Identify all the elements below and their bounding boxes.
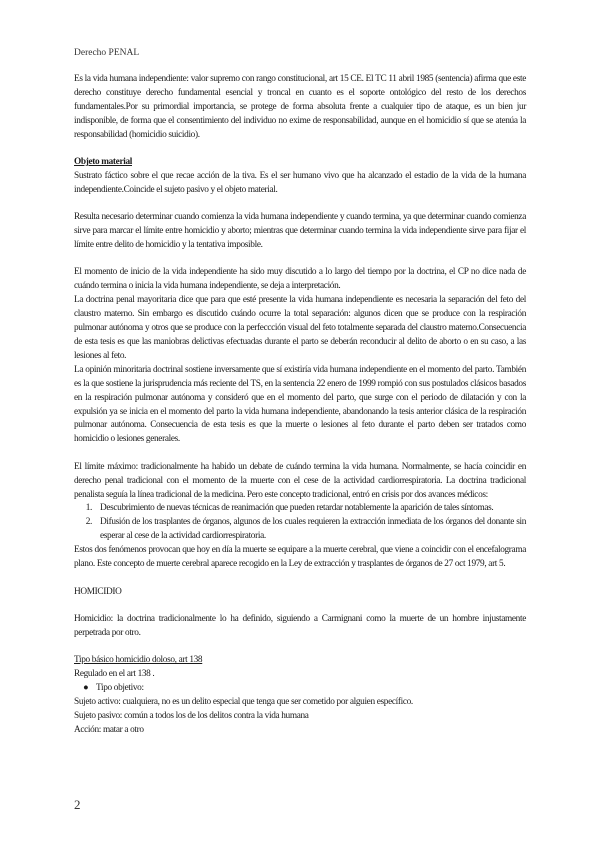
paragraph-intro: Es la vida humana independiente: valor supremo con rango constitucional, art 15 CE. El TC 11 abril 1985 (sentencia) afirma que este derecho constituye derecho fundamental esencial y troncal en cuanto es el soporte ontológico del resto de los derechos fundamentales.Por su primordial importancia, se protege de forma absoluta frente a cualquier tipo de ataque, es un bien jur indisponible, de forma que el consentimiento del individuo no exime de responsabilidad, aunque en el homicidio sí que se atenúa la responsabilidad (homicidio suicidio). xyxy=(74,74,526,140)
paragraph-limits: Resulta necesario determinar cuando comienza la vida humana independiente y cuando termina, ya que determinar cuando comienza sirve para marcar el límite entre homicidio y aborto; mientras que determinar cuando termina la vida independiente sirve para fijar el límite entre delito de homicidio y la tentativa imposible. xyxy=(74,212,526,251)
bullet-list xyxy=(74,682,526,696)
document-body xyxy=(74,73,526,738)
bullet-icon: ● xyxy=(83,683,89,694)
sujeto-pasivo-line: Sujeto pasivo: común a todos los de los delitos contra la vida humana xyxy=(74,710,309,721)
subheading-tipo-basico: Tipo básico homicidio doloso, art 138 xyxy=(74,655,203,666)
list-item: 2. Difusión de los trasplantes de órganos, algunos de los cuales requieren la extracción inmediata de los órganos del donante sin esperar al cese de la actividad cardiorrespiratoria. xyxy=(94,516,526,544)
numbered-list xyxy=(74,502,526,544)
paragraph-limite-maximo: El límite máximo: tradicionalmente ha habido un debate de cuándo termina la vida humana. Normalmente, se hacía coincidir en derecho penal tradicional con el momento de la muerte con el cese de la actividad cardiorrespiratoria. La doctrina tradicional penalista seguía la línea tradicional de la medicina. Pero este concepto tradicional, entró en crisis por dos avances médicos: xyxy=(74,461,526,500)
page-number: 2 xyxy=(74,797,81,812)
bullet-text: Tipo objetivo: xyxy=(96,683,144,694)
page-header: Derecho PENAL xyxy=(74,48,140,58)
section-heading-homicidio: HOMICIDIO xyxy=(74,586,122,597)
section-heading-objeto-material: Objeto material xyxy=(74,157,132,168)
paragraph-opinion-minoritaria: La opinión minoritaria doctrinal sostiene inversamente que sí existiría vida humana independiente en el momento del parto. También es la que sostiene la jurisprudencia más reciente del TS, en la sentencia 22 enero de 1999 rompió con sus postulados clásicos basados en la respiración pulmonar autónoma y consideró que en el momento del parto, que surge con el periodo de dilatación y con la expulsión ya se inicia en el momento del parto la vida humana independiente, abandonando la tesis anterior clásica de la respiración pulmonar autónoma. Consecuencia de esta tesis es que la muerte o lesiones al feto durante el parto deben ser tratados como homicidio o lesiones generales. xyxy=(74,364,526,445)
paragraph-objeto: Sustrato fáctico sobre el que recae acción de la tiva. Es el ser humano vivo que ha alcanzado el estadio de la vida de la humana independiente.Coincide el sujeto pasivo y el objeto material. xyxy=(74,170,526,195)
paragraph-muerte-cerebral: Estos dos fenómenos provocan que hoy en día la muerte se equipare a la muerte cerebral, que viene a coincidir con el encefalograma plano. Este concepto de muerte cerebral aparece recogido en la Ley de extracción y trasplantes de órganos de 27 oct 1979, art 5. xyxy=(74,545,526,570)
accion-line: Acción: matar a otro xyxy=(74,724,144,735)
sujeto-activo-line: Sujeto activo: cualquiera, no es un delito especial que tenga que ser cometido por alguien específico. xyxy=(74,696,413,707)
paragraph-homicidio-definition: Homicidio: la doctrina tradicionalmente lo ha definido, siguiendo a Carmignani como la muerte de un hombre injustamente perpetrada por otro. xyxy=(74,613,526,638)
regulado-line: Regulado en el art 138 . xyxy=(74,669,155,680)
paragraph-doctrina-mayoritaria: La doctrina penal mayoritaria dice que para que esté presente la vida humana independiente es necesaria la separación del feto del claustro materno. Sin embargo es discutido cuándo ocurre la total separación: algunos dicen que se produce con la respiración pulmonar autónoma y otros que se produce con la perfeccción visual del feto totalmente separada del claustro materno.Consecuencia de esta tesis es que las maniobras delictivas efectuadas durante el parto se deberán reconducir al delito de aborto o en su caso, a las lesiones al feto. xyxy=(74,295,526,361)
list-item xyxy=(83,682,526,696)
paragraph-inicio: El momento de inicio de la vida independiente ha sido muy discutido a lo largo del tiempo por la doctrina, el CP no dice nada de cuándo termina o inicia la vida humana independiente, se deja a interpretación. xyxy=(74,267,526,292)
list-item: 1. Descubrimiento de nuevas técnicas de reanimación que pueden retardar notablemente la aparición de tales síntomas. xyxy=(94,502,526,516)
